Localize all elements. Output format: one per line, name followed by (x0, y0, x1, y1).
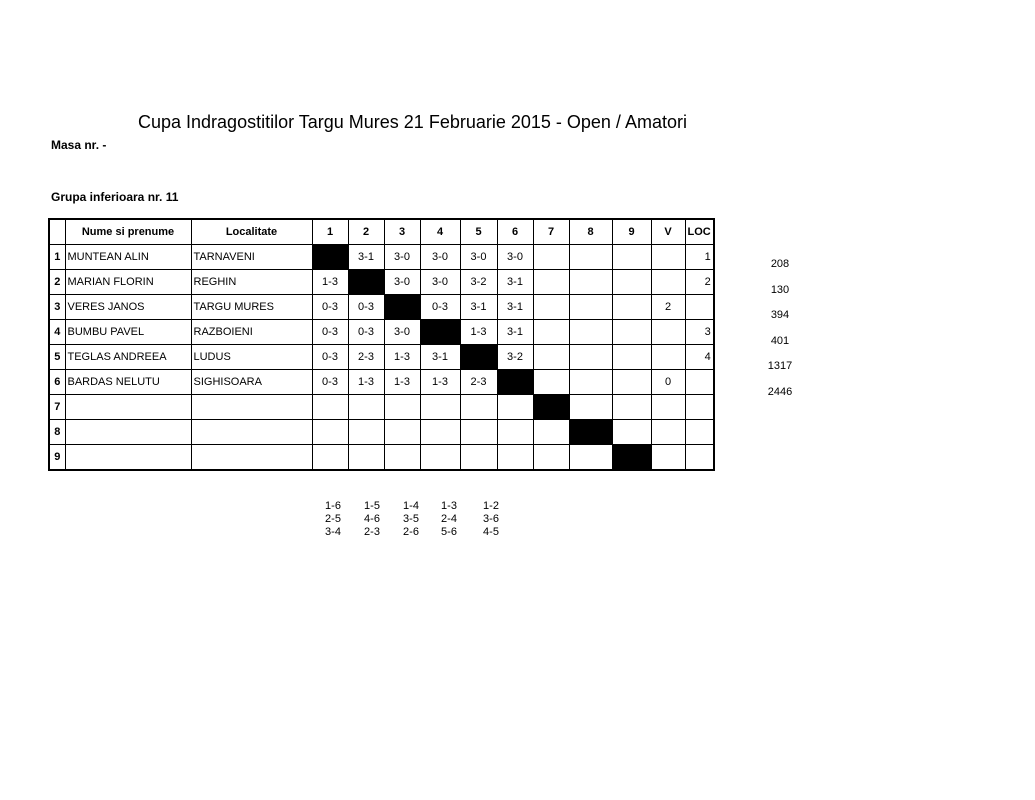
player-locality: SIGHISOARA (191, 370, 312, 395)
schedule-match: 3-6 (483, 513, 499, 525)
side-number: 394 (770, 309, 790, 322)
result-cell (569, 295, 612, 320)
header-row (49, 219, 714, 245)
result-cell: 3-1 (460, 295, 497, 320)
row-number: 8 (49, 420, 65, 445)
result-cell (569, 345, 612, 370)
place-cell (685, 420, 714, 445)
result-cell (612, 295, 651, 320)
diagonal-block (569, 420, 612, 445)
player-locality: LUDUS (191, 345, 312, 370)
row-number: 5 (49, 345, 65, 370)
schedule-match: 5-6 (441, 526, 457, 538)
result-cell: 1-3 (312, 270, 348, 295)
header-cell (49, 219, 65, 245)
table-row (49, 320, 714, 345)
wins-cell (651, 320, 685, 345)
result-cell (420, 420, 460, 445)
result-cell (612, 345, 651, 370)
result-cell: 1-3 (420, 370, 460, 395)
result-cell (533, 370, 569, 395)
table-row (49, 420, 714, 445)
diagonal-block (420, 320, 460, 345)
result-cell (497, 445, 533, 471)
schedule-match: 1-4 (403, 500, 419, 512)
schedule-round (396, 500, 426, 539)
header-cell: 1 (312, 219, 348, 245)
schedule-match: 1-2 (483, 500, 499, 512)
result-cell (569, 320, 612, 345)
result-cell: 3-1 (420, 345, 460, 370)
result-cell: 3-0 (420, 270, 460, 295)
schedule-match: 3-4 (325, 526, 341, 538)
player-name: BARDAS NELUTU (65, 370, 191, 395)
wins-cell (651, 245, 685, 270)
table-number-label: Masa nr. - (51, 138, 107, 152)
table-row (49, 345, 714, 370)
result-cell: 3-0 (497, 245, 533, 270)
diagonal-block (533, 395, 569, 420)
header-cell: 8 (569, 219, 612, 245)
side-number: 208 (770, 258, 790, 270)
header-cell: 9 (612, 219, 651, 245)
result-cell: 3-1 (348, 245, 384, 270)
wins-cell (651, 445, 685, 471)
result-cell: 3-2 (497, 345, 533, 370)
place-cell: 2 (685, 270, 714, 295)
player-name: MUNTEAN ALIN (65, 245, 191, 270)
player-locality: TARGU MURES (191, 295, 312, 320)
player-name: BUMBU PAVEL (65, 320, 191, 345)
header-cell: LOC (685, 219, 714, 245)
result-cell (312, 445, 348, 471)
header-cell: Nume si prenume (65, 219, 191, 245)
result-cell (420, 395, 460, 420)
result-cell: 3-0 (384, 245, 420, 270)
row-number: 7 (49, 395, 65, 420)
result-cell (533, 295, 569, 320)
player-name (65, 420, 191, 445)
result-cell (497, 395, 533, 420)
player-locality: TARNAVENI (191, 245, 312, 270)
place-cell: 1 (685, 245, 714, 270)
result-cell: 3-0 (384, 270, 420, 295)
page-title: Cupa Indragostitilor Targu Mures 21 Februarie 2015 - Open / Amatori (138, 112, 687, 132)
result-cell (460, 395, 497, 420)
header-cell: 2 (348, 219, 384, 245)
diagonal-block (460, 345, 497, 370)
player-name: MARIAN FLORIN (65, 270, 191, 295)
header-cell: 4 (420, 219, 460, 245)
schedule-match: 1-3 (441, 500, 457, 512)
side-number: 401 (770, 334, 790, 347)
result-cell (348, 445, 384, 471)
player-locality: REGHIN (191, 270, 312, 295)
place-cell (685, 295, 714, 320)
result-cell (460, 445, 497, 471)
result-cell (569, 270, 612, 295)
table-row (49, 370, 714, 395)
schedule-round (318, 500, 348, 539)
result-cell (612, 420, 651, 445)
side-number: 130 (770, 283, 790, 296)
place-cell: 3 (685, 320, 714, 345)
player-locality (191, 445, 312, 471)
diagonal-block (348, 270, 384, 295)
result-cell (533, 270, 569, 295)
result-cell: 0-3 (348, 320, 384, 345)
schedule-round (434, 500, 464, 539)
result-cell: 3-1 (497, 270, 533, 295)
place-cell (685, 370, 714, 395)
header-cell: Localitate (191, 219, 312, 245)
header-cell: 5 (460, 219, 497, 245)
result-cell (533, 245, 569, 270)
table-row (49, 270, 714, 295)
schedule-round (476, 500, 506, 539)
table-row (49, 395, 714, 420)
schedule-match: 3-5 (403, 513, 419, 525)
result-cell (612, 395, 651, 420)
player-name: VERES JANOS (65, 295, 191, 320)
schedule-match: 2-3 (364, 526, 380, 538)
result-cell (348, 395, 384, 420)
result-cell (460, 420, 497, 445)
row-number: 6 (49, 370, 65, 395)
result-cell: 3-0 (420, 245, 460, 270)
player-locality: RAZBOIENI (191, 320, 312, 345)
diagonal-block (384, 295, 420, 320)
result-cell: 0-3 (312, 370, 348, 395)
result-cell (384, 395, 420, 420)
header-cell: 6 (497, 219, 533, 245)
result-cell: 0-3 (348, 295, 384, 320)
wins-cell (651, 345, 685, 370)
result-cell (384, 420, 420, 445)
result-cell: 3-1 (497, 320, 533, 345)
result-cell (569, 245, 612, 270)
table-row (49, 445, 714, 471)
result-cell (569, 395, 612, 420)
side-number: 2446 (767, 386, 793, 398)
result-cell (569, 370, 612, 395)
wins-cell: 0 (651, 370, 685, 395)
schedule-match: 1-5 (364, 500, 380, 512)
result-cell: 1-3 (384, 370, 420, 395)
wins-cell (651, 420, 685, 445)
table-body (49, 245, 714, 471)
result-cell (384, 445, 420, 471)
result-cell: 0-3 (312, 295, 348, 320)
schedule-match: 2-4 (441, 513, 457, 525)
player-name (65, 395, 191, 420)
table-row (49, 245, 714, 270)
result-cell: 3-1 (497, 295, 533, 320)
place-cell: 4 (685, 345, 714, 370)
result-cell: 1-3 (460, 320, 497, 345)
diagonal-block (312, 245, 348, 270)
schedule-match: 4-6 (364, 513, 380, 525)
result-cell: 3-2 (460, 270, 497, 295)
diagonal-block (497, 370, 533, 395)
result-cell (420, 445, 460, 471)
result-cell: 2-3 (460, 370, 497, 395)
place-cell (685, 395, 714, 420)
schedule-match: 2-5 (325, 513, 341, 525)
result-cell (612, 245, 651, 270)
row-number: 3 (49, 295, 65, 320)
row-number: 1 (49, 245, 65, 270)
result-cell: 2-3 (348, 345, 384, 370)
player-name: TEGLAS ANDREEA (65, 345, 191, 370)
result-cell: 0-3 (312, 345, 348, 370)
result-cell: 0-3 (420, 295, 460, 320)
player-name (65, 445, 191, 471)
schedule-match: 1-6 (325, 500, 341, 512)
result-cell: 1-3 (384, 345, 420, 370)
side-number: 1317 (767, 360, 793, 373)
wins-cell (651, 270, 685, 295)
result-cell (533, 345, 569, 370)
row-number: 2 (49, 270, 65, 295)
header-cell: 7 (533, 219, 569, 245)
result-cell: 1-3 (348, 370, 384, 395)
result-cell (612, 320, 651, 345)
place-cell (685, 445, 714, 471)
result-cell (533, 445, 569, 471)
result-cell: 3-0 (460, 245, 497, 270)
player-locality (191, 395, 312, 420)
header-cell: V (651, 219, 685, 245)
schedule-match: 2-6 (403, 526, 419, 538)
wins-cell: 2 (651, 295, 685, 320)
result-cell (312, 420, 348, 445)
diagonal-block (612, 445, 651, 471)
result-cell (497, 420, 533, 445)
result-cell: 0-3 (312, 320, 348, 345)
result-cell (612, 370, 651, 395)
player-locality (191, 420, 312, 445)
result-cell: 3-0 (384, 320, 420, 345)
result-cell (348, 420, 384, 445)
header-cell: 3 (384, 219, 420, 245)
result-cell (612, 270, 651, 295)
result-cell (533, 320, 569, 345)
result-cell (312, 395, 348, 420)
schedule-match: 4-5 (483, 526, 499, 538)
row-number: 9 (49, 445, 65, 471)
group-label: Grupa inferioara nr. 11 (51, 190, 179, 204)
results-table (48, 218, 715, 471)
table-row (49, 295, 714, 320)
result-cell (533, 420, 569, 445)
row-number: 4 (49, 320, 65, 345)
schedule-round (357, 500, 387, 539)
result-cell (569, 445, 612, 471)
wins-cell (651, 395, 685, 420)
